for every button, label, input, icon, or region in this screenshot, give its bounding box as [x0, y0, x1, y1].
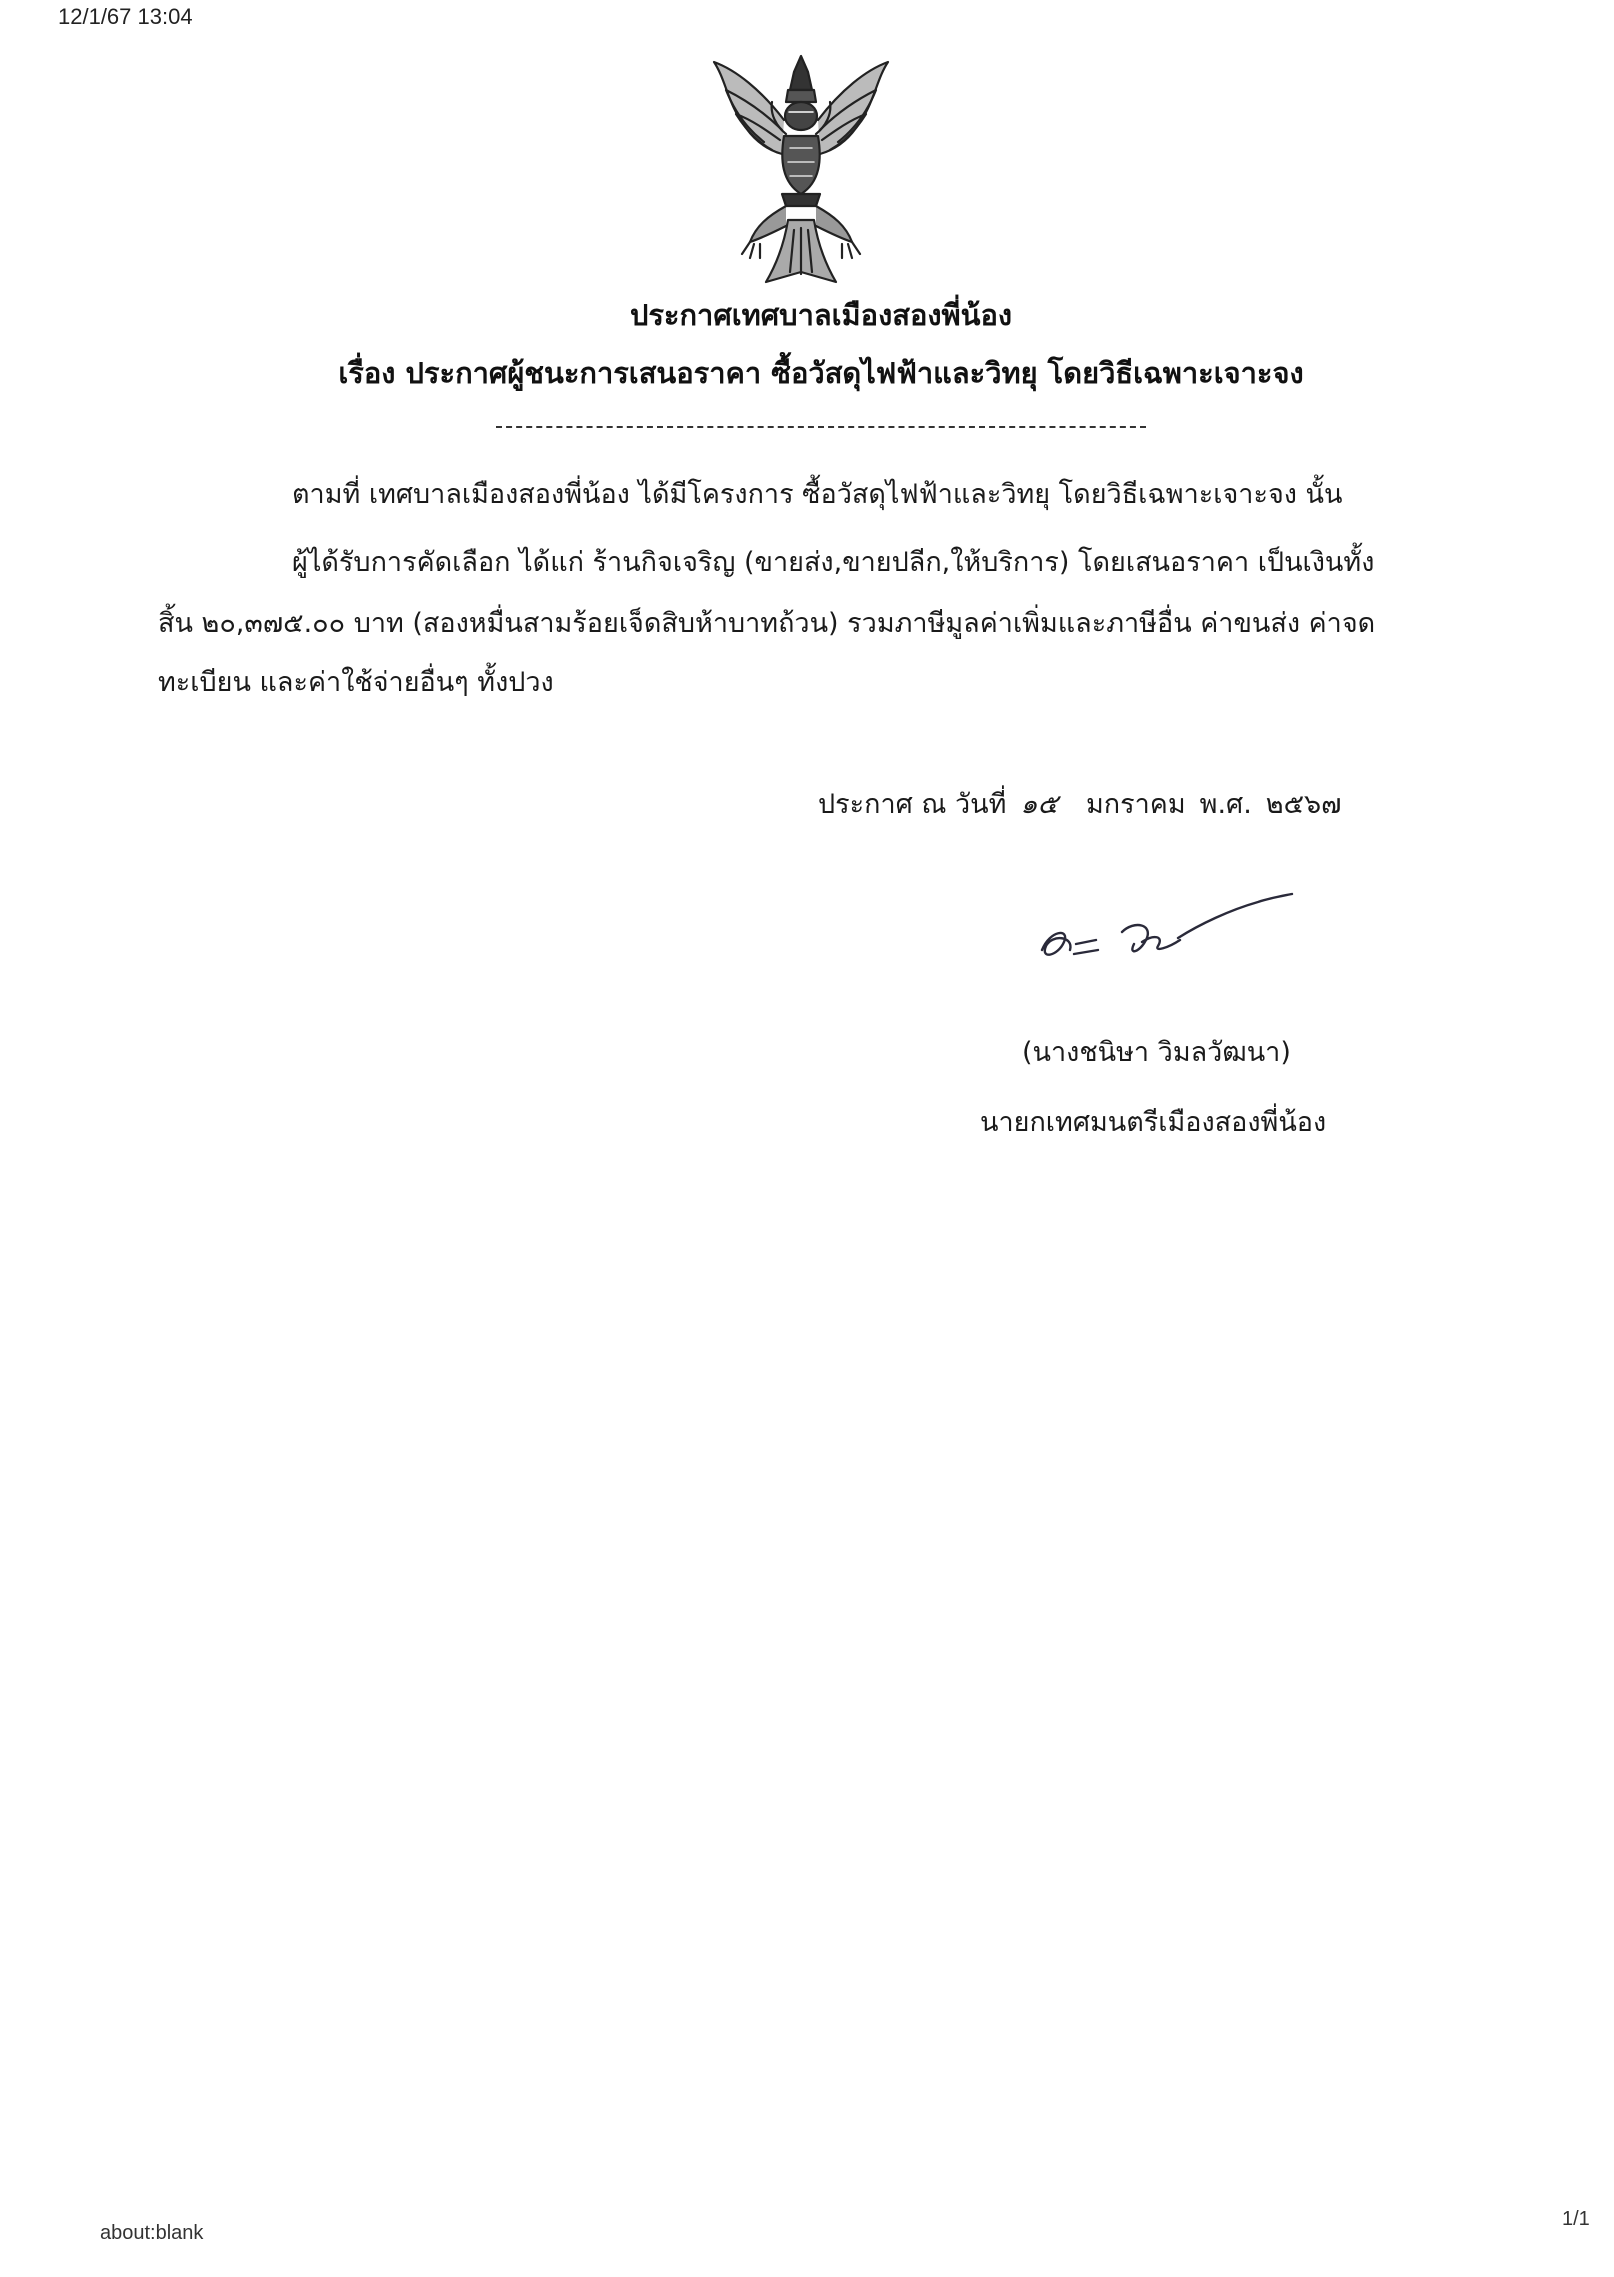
footer-url: about:blank [100, 2222, 204, 2244]
handwritten-signature-icon [1030, 880, 1300, 980]
body-line-4: ทะเบียน และค่าใช้จ่ายอื่นๆ ทั้งปวง [158, 667, 554, 698]
date-month: มกราคม [1086, 789, 1186, 820]
date-day: ๑๕ [1020, 789, 1058, 820]
document-title: ประกาศเทศบาลเมืองสองพี่น้อง [629, 298, 1013, 332]
body-line-3: สิ้น ๒๐,๓๗๕.๐๐ บาท (สองหมื่นสามร้อยเจ็ดสิบห้าบาทถ้วน) รวมภาษีมูลค่าเพิ่มและภาษีอื่น ค่าขนส่ง ค่าจด [158, 608, 1376, 639]
date-year: ๒๕๖๗ [1265, 789, 1342, 820]
body-line-2: ผู้ได้รับการคัดเลือก ได้แก่ ร้านกิจเจริญ (ขายส่ง,ขายปลีก,ให้บริการ) โดยเสนอราคา เป็นเงินทั้ง [292, 547, 1375, 578]
signer-name: (นางชนิษา วิมลวัฒนา) [1022, 1037, 1291, 1068]
body-line-1: ตามที่ เทศบาลเมืองสองพี่น้อง ได้มีโครงการ ซื้อวัสดุไฟฟ้าและวิทยุ โดยวิธีเฉพาะเจาะจง นั้น [292, 479, 1343, 510]
date-era: พ.ศ. [1199, 789, 1252, 820]
footer-page-number: 1/1 [1562, 2208, 1590, 2230]
garuda-emblem-icon [706, 50, 896, 290]
signer-position: นายกเทศมนตรีเมืองสองพี่น้อง [980, 1107, 1327, 1138]
announcement-date [818, 782, 1341, 825]
document-subject: เรื่อง ประกาศผู้ชนะการเสนอราคา ซื้อวัสดุไฟฟ้าและวิทยุ โดยวิธีเฉพาะเจาะจง [338, 356, 1304, 390]
date-prefix: ประกาศ ณ วันที่ [818, 789, 1007, 820]
dashed-divider [496, 426, 1146, 428]
print-timestamp: 12/1/67 13:04 [58, 4, 193, 29]
